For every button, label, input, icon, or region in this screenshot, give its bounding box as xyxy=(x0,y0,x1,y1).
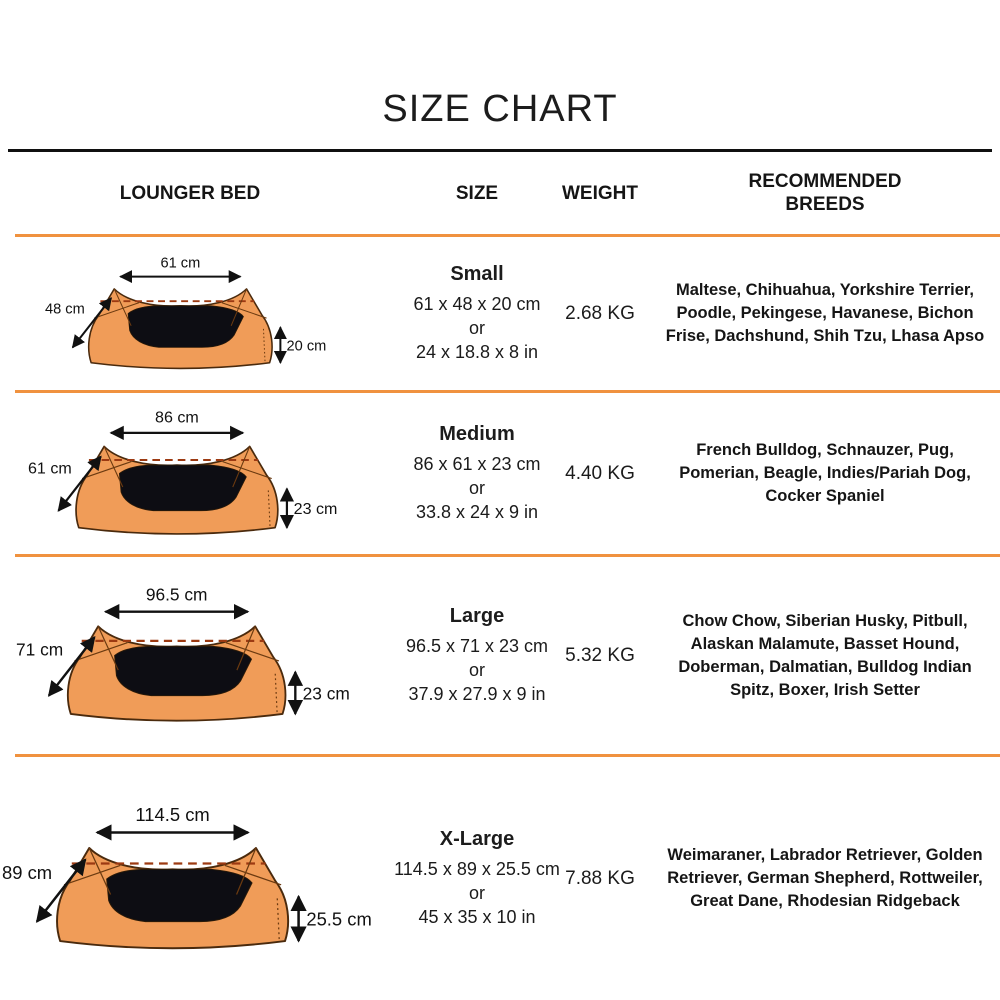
column-header-lounger-bed: LOUNGER BED xyxy=(119,182,261,204)
lounger-bed-cell xyxy=(0,393,380,554)
table-row-x-large xyxy=(0,757,1000,1000)
bed-depth-label: 89 cm xyxy=(2,861,53,883)
size-dimensions-in: 37.9 x 27.9 x 9 in xyxy=(408,684,546,704)
recommended-breeds-cell: Chow Chow, Siberian Husky, Pitbull, Alaskan Malamute, Basset Hound, Doberman, Dalmatian, Bulldog Indian Spitz, Boxer, Irish Setter xyxy=(678,611,972,699)
size-name: Small xyxy=(450,263,504,285)
page-title: SIZE CHART xyxy=(382,88,618,130)
bed-height-label: 23 cm xyxy=(293,500,338,519)
size-or-label: or xyxy=(468,660,485,680)
lounger-bed-illustration xyxy=(2,803,380,955)
size-or-label: or xyxy=(468,318,485,338)
size-or-label: or xyxy=(468,478,485,498)
recommended-breeds-cell: French Bulldog, Schnauzer, Pug, Pomerian, Beagle, Indies/Pariah Dog, Cocker Spaniel xyxy=(679,441,971,505)
bed-height-label: 25.5 cm xyxy=(306,908,372,930)
recommended-breeds-cell: Weimaraner, Labrador Retriever, Golden Retriever, German Shepherd, Rottweiler, Great Dane, Rhodesian Ridgeback xyxy=(667,846,983,910)
lounger-bed-illustration xyxy=(16,586,372,725)
lounger-bed-cell xyxy=(0,237,380,390)
bed-cushion-shape xyxy=(119,465,246,511)
recommended-breeds-cell: Maltese, Chihuahua, Yorkshire Terrier, Poodle, Pekingese, Havanese, Bichon Frise, Dachshund, Shih Tzu, Lhasa Apso xyxy=(665,281,985,345)
table-row-medium xyxy=(0,393,1000,554)
bed-width-label: 61 cm xyxy=(160,255,201,272)
size-name: X-Large xyxy=(439,828,515,850)
table-header-row xyxy=(0,152,1000,234)
size-dimensions-in: 45 x 35 x 10 in xyxy=(418,907,536,927)
size-dimensions-cm: 96.5 x 71 x 23 cm xyxy=(405,636,549,656)
bed-width-label: 96.5 cm xyxy=(145,586,208,605)
weight-cell: 5.32 KG xyxy=(565,644,635,666)
column-header-recommended-breeds: RECOMMENDED BREEDS xyxy=(748,171,902,215)
bed-depth-label: 48 cm xyxy=(45,301,85,318)
size-name: Large xyxy=(449,605,505,627)
bed-height-label: 20 cm xyxy=(286,338,327,355)
size-dimensions-cm: 86 x 61 x 23 cm xyxy=(413,454,541,474)
size-dimensions-in: 24 x 18.8 x 8 in xyxy=(415,342,539,362)
bed-cushion-shape xyxy=(128,306,243,348)
size-dimensions-cm: 114.5 x 89 x 25.5 cm xyxy=(394,859,560,879)
table-row-small xyxy=(0,237,1000,390)
bed-depth-label: 71 cm xyxy=(16,639,64,660)
size-or-label: or xyxy=(468,883,485,903)
column-header-size: SIZE xyxy=(455,182,499,204)
bed-width-label: 86 cm xyxy=(155,409,199,427)
lounger-bed-illustration xyxy=(28,409,358,538)
weight-cell: 4.40 KG xyxy=(565,462,635,484)
column-header-weight: WEIGHT xyxy=(562,182,638,204)
bed-cushion-shape xyxy=(115,646,252,695)
lounger-bed-cell xyxy=(0,557,380,754)
bed-height-label: 23 cm xyxy=(302,683,350,704)
table-row-large xyxy=(0,557,1000,754)
bed-cushion-shape xyxy=(107,869,252,921)
bed-depth-label: 61 cm xyxy=(28,459,72,478)
size-name: Medium xyxy=(439,423,515,445)
size-dimensions-in: 33.8 x 24 x 9 in xyxy=(415,502,539,522)
lounger-bed-cell xyxy=(0,757,380,1000)
bed-width-label: 114.5 cm xyxy=(135,803,210,825)
weight-cell: 2.68 KG xyxy=(565,302,635,324)
lounger-bed-illustration xyxy=(45,255,345,372)
weight-cell: 7.88 KG xyxy=(565,867,635,889)
size-dimensions-cm: 61 x 48 x 20 cm xyxy=(413,294,541,314)
